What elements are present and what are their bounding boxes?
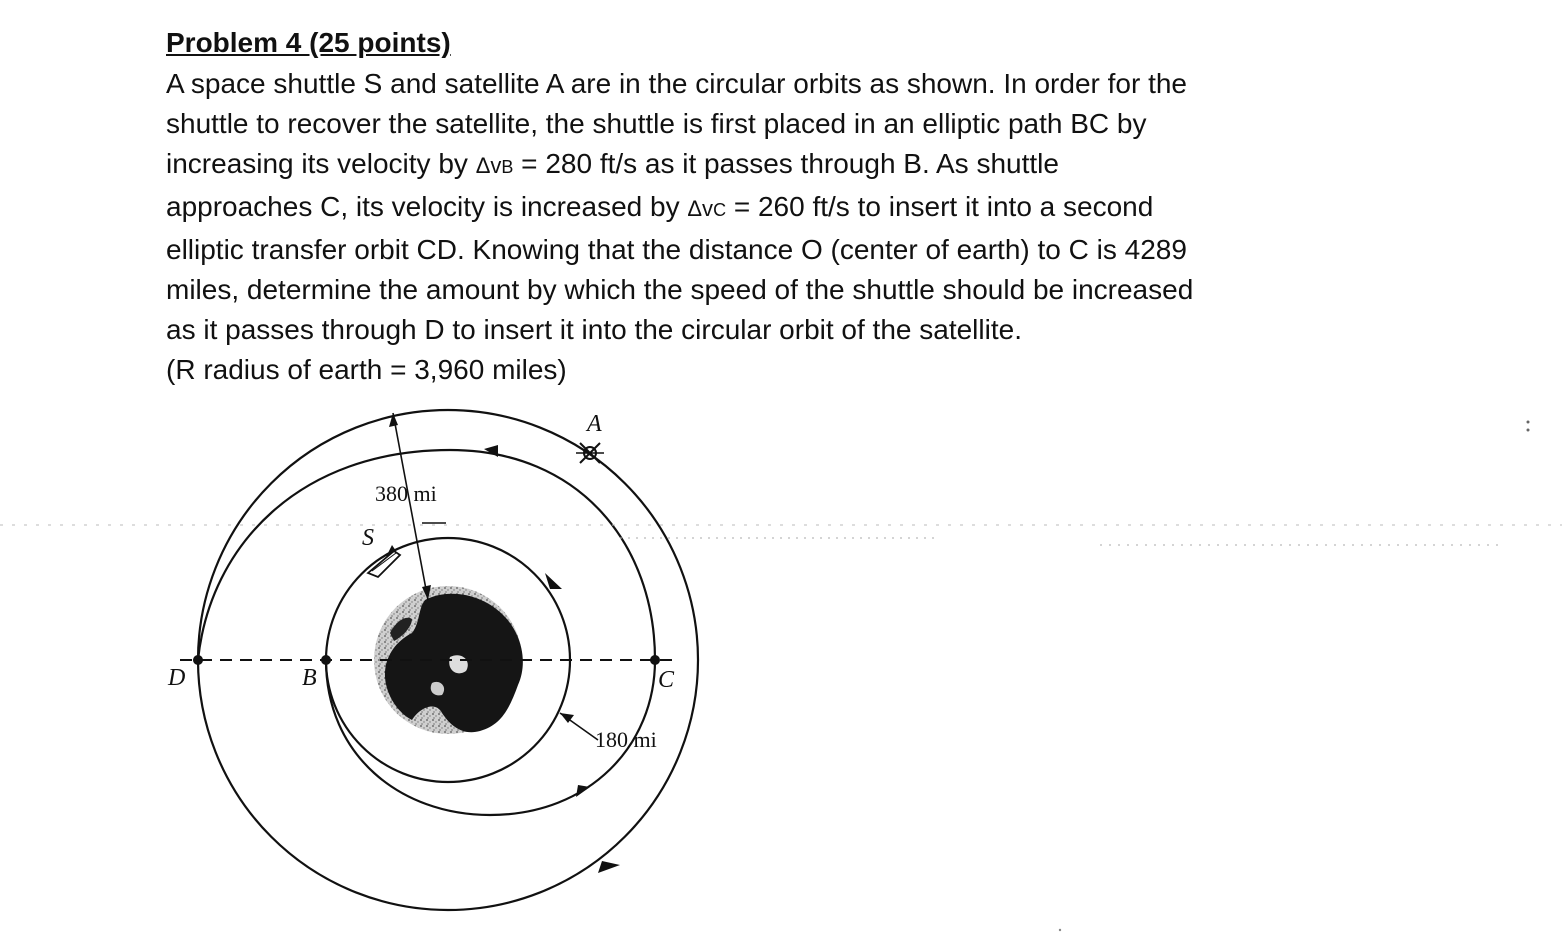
label-a: A [587,411,602,437]
statement-line-3-pre: increasing its velocity by [166,148,476,179]
statement-line-4 [166,187,1366,230]
statement-line-5: elliptic transfer orbit CD. Knowing that the distance O (center of earth) to C is 4289 [166,234,1187,265]
statement-line-4-pre: approaches C, its velocity is increased by [166,191,688,222]
arrow-outer-orbit [598,861,620,873]
orbit-diagram [150,395,730,925]
statement-line-3 [166,144,1366,187]
arrow-inner-orbit [545,573,562,589]
label-380mi: 380 mi [375,481,437,506]
statement-line-7: as it passes through D to insert it into the circular orbit of the satellite. [166,314,1022,345]
delta-v-b-symbol: Δv [475,153,502,178]
point-c [650,655,660,665]
statement-line-6: miles, determine the amount by which the speed of the shuttle should be increased [166,274,1194,305]
delta-v-c-symbol: Δv [687,196,714,221]
problem-title: Problem 4 (25 points) [166,27,451,58]
label-c: C [658,667,675,693]
orbit-diagram-svg [150,395,730,925]
point-b [321,655,331,665]
label-b: B [302,665,317,691]
label-s: S [362,525,374,551]
dimension-380mi [389,413,446,600]
statement-line-3-post: = 280 ft/s as it passes through B. As shuttle [513,148,1059,179]
label-180mi: 180 mi [595,727,657,752]
statement-line-1: A space shuttle S and satellite A are in the circular orbits as shown. In order for the [166,68,1188,99]
statement-line-2: shuttle to recover the satellite, the shuttle is first placed in an elliptic path BC by [166,108,1147,139]
label-d: D [168,665,186,691]
statement-line-8: (R radius of earth = 3,960 miles) [166,354,567,385]
problem-statement [166,64,1366,390]
dimension-180mi [560,713,598,740]
delta-v-b-subscript: B [501,157,514,177]
delta-v-c-subscript: C [713,200,727,220]
arrow-transfer-orbit [484,445,498,457]
statement-line-4-post: = 260 ft/s to insert it into a second [726,191,1154,222]
point-d [193,655,203,665]
arrow-bc-path [576,785,590,797]
